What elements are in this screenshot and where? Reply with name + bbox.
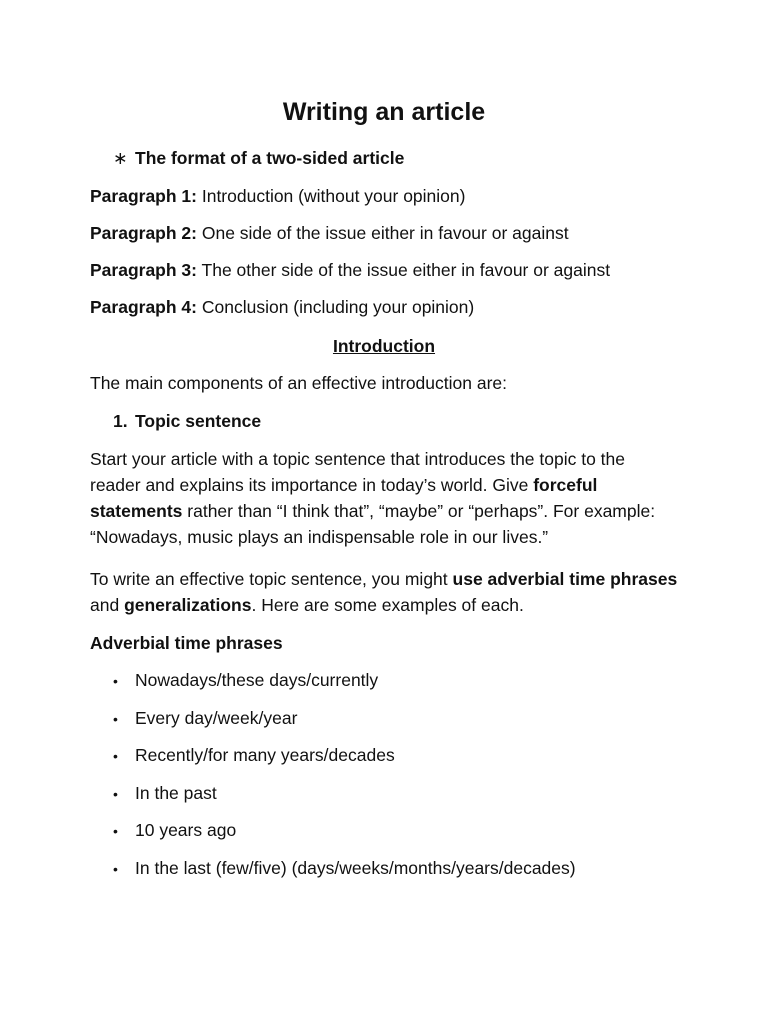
paragraph-3-text: The other side of the issue either in favour or against: [196, 260, 611, 280]
paragraph-1-text: Introduction (without your opinion): [196, 186, 466, 206]
list-item: [113, 742, 576, 780]
adverbial-paragraph-part2: and: [90, 595, 125, 615]
bullet-icon: •: [113, 748, 118, 765]
list-item-text: In the past: [135, 782, 217, 803]
adverbial-paragraph-bold2: generalizations: [124, 595, 252, 615]
paragraph-3-label: Paragraph 3:: [90, 260, 197, 280]
bullet-icon: •: [113, 710, 118, 727]
adverbial-paragraph-bold1: use adverbial time phrases: [452, 569, 678, 589]
bullet-icon: •: [113, 823, 118, 840]
list-item: [113, 855, 576, 893]
page-title: Writing an article: [282, 98, 486, 126]
list-item-text: In the last (few/five) (days/weeks/months/years/decades): [135, 857, 576, 878]
asterisk-bullet-icon: ∗: [113, 148, 128, 168]
topic-paragraph-bold: forceful statements: [90, 475, 598, 521]
list-item: [113, 817, 576, 855]
list-item-text: Every day/week/year: [135, 707, 298, 728]
topic-sentence-item: [113, 408, 261, 434]
paragraph-3-row: [90, 257, 610, 283]
adverbial-paragraph: [90, 566, 680, 618]
list-item-text: Recently/for many years/decades: [135, 745, 395, 766]
introduction-heading: Introduction: [332, 336, 436, 356]
topic-paragraph-part2: rather than “I think that”, “maybe” or “perhaps”. For example: “Nowadays, music plays an indispensable role in our lives.”: [90, 501, 656, 547]
format-heading: [113, 145, 404, 171]
paragraph-4-text: Conclusion (including your opinion): [196, 297, 475, 317]
bullet-icon: •: [113, 860, 118, 877]
bullet-icon: •: [113, 785, 118, 802]
intro-lead: The main components of an effective introduction are:: [90, 373, 508, 393]
paragraph-1-label: Paragraph 1:: [90, 186, 197, 206]
list-item-text: Nowadays/these days/currently: [135, 670, 379, 690]
list-item: [113, 780, 576, 818]
topic-sentence-paragraph: [90, 446, 680, 550]
paragraph-4-label: Paragraph 4:: [90, 297, 197, 317]
list-item: [113, 705, 576, 743]
adverbial-paragraph-part3: . Here are some examples of each.: [251, 595, 524, 615]
topic-paragraph-part1: Start your article with a topic sentence that introduces the topic to the reader and explains its importance in today’s world. Give: [90, 449, 626, 495]
format-heading-text: The format of a two-sided article: [135, 148, 405, 168]
list-item: [113, 667, 576, 705]
paragraph-4-row: [90, 294, 474, 320]
bullet-icon: •: [113, 673, 118, 689]
adverbial-heading: Adverbial time phrases: [90, 633, 283, 653]
adverbial-paragraph-part1: To write an effective topic sentence, you might: [90, 569, 453, 589]
paragraph-2-text: One side of the issue either in favour or against: [196, 223, 569, 243]
topic-item-number: 1.: [113, 411, 128, 431]
paragraph-2-row: [90, 220, 569, 246]
adverbial-phrase-list: [113, 667, 576, 893]
list-item-text: 10 years ago: [135, 820, 237, 841]
paragraph-2-label: Paragraph 2:: [90, 223, 197, 243]
paragraph-1-row: [90, 183, 465, 209]
topic-item-label: Topic sentence: [135, 411, 262, 431]
